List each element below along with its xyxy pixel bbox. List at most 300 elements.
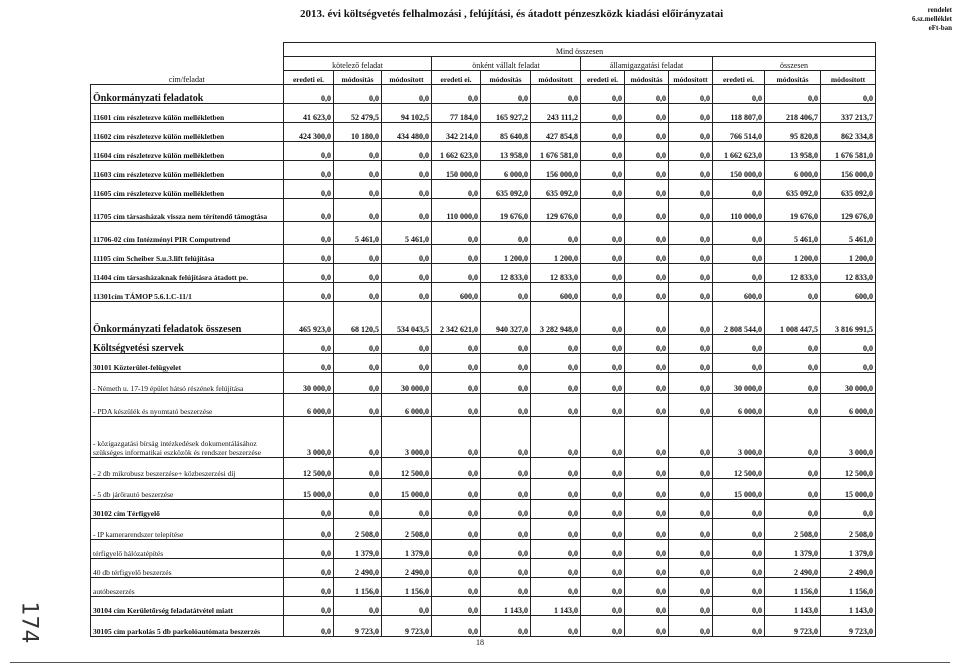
value-cell: 0,0: [669, 458, 713, 479]
value-cell: 13 958,0: [481, 142, 531, 161]
value-cell: 0,0: [432, 222, 481, 245]
value-cell: 600,0: [531, 283, 581, 302]
value-cell: 1 676 581,0: [531, 142, 581, 161]
value-cell: 0,0: [284, 597, 334, 616]
value-cell: 0,0: [581, 373, 625, 394]
value-cell: 2 342 621,0: [432, 302, 481, 335]
value-cell: 15 000,0: [382, 479, 432, 500]
value-cell: 1 143,0: [531, 597, 581, 616]
value-cell: 150 000,0: [713, 161, 765, 180]
value-cell: 0,0: [382, 354, 432, 373]
row-label: 11404 cím társasházaknak felújításra átadott pe.: [91, 264, 284, 283]
value-cell: 0,0: [334, 479, 382, 500]
value-cell: 0,0: [284, 161, 334, 180]
value-cell: 0,0: [821, 500, 876, 519]
value-cell: 0,0: [625, 519, 669, 540]
table-row: [91, 540, 876, 559]
value-cell: 0,0: [531, 578, 581, 597]
value-cell: 0,0: [581, 264, 625, 283]
value-cell: 0,0: [432, 417, 481, 458]
value-cell: 2 490,0: [334, 559, 382, 578]
value-cell: 0,0: [334, 417, 382, 458]
value-cell: 0,0: [625, 180, 669, 199]
value-cell: 0,0: [531, 559, 581, 578]
value-cell: 0,0: [284, 199, 334, 222]
value-cell: 0,0: [625, 335, 669, 354]
value-cell: 95 820,8: [765, 123, 821, 142]
value-cell: 0,0: [531, 540, 581, 559]
row-label: 11105 cím Scheiber S.u.3.lift felújítása: [91, 245, 284, 264]
value-cell: 0,0: [481, 616, 531, 637]
value-cell: 1 143,0: [765, 597, 821, 616]
table-row: [91, 479, 876, 500]
value-cell: 0,0: [713, 354, 765, 373]
value-cell: 0,0: [581, 597, 625, 616]
value-cell: 0,0: [334, 142, 382, 161]
value-cell: 0,0: [625, 222, 669, 245]
value-cell: 0,0: [531, 458, 581, 479]
value-cell: 1 200,0: [531, 245, 581, 264]
value-cell: 3 000,0: [821, 417, 876, 458]
value-cell: 1 143,0: [821, 597, 876, 616]
value-cell: 30 000,0: [713, 373, 765, 394]
table-row: [91, 104, 876, 123]
value-cell: 0,0: [625, 85, 669, 104]
value-cell: 0,0: [432, 264, 481, 283]
row-label: - közigazgatási bírság intézkedések dokumentálásához szükséges informatikai eszközök és rendszer beszerzése: [91, 417, 284, 458]
value-cell: 52 479,5: [334, 104, 382, 123]
group-header: kötelező feladat: [284, 57, 432, 71]
table-row: [91, 245, 876, 264]
value-cell: 5 461,0: [334, 222, 382, 245]
value-cell: 3 000,0: [382, 417, 432, 458]
value-cell: 0,0: [581, 222, 625, 245]
value-cell: 0,0: [765, 458, 821, 479]
value-cell: 30 000,0: [821, 373, 876, 394]
value-cell: 0,0: [581, 417, 625, 458]
row-label: 30104 cím Kerületőrség feladatátvétel miatt: [91, 597, 284, 616]
value-cell: 2 490,0: [821, 559, 876, 578]
group-header: államigazgatási feladat: [581, 57, 713, 71]
value-cell: 0,0: [481, 540, 531, 559]
value-cell: 0,0: [669, 394, 713, 417]
subcol-header: eredeti ei.: [581, 71, 625, 85]
value-cell: 0,0: [765, 335, 821, 354]
value-cell: 0,0: [669, 578, 713, 597]
table-row: [91, 335, 876, 354]
table-row: [91, 264, 876, 283]
subcol-header: módosított: [382, 71, 432, 85]
value-cell: 0,0: [382, 85, 432, 104]
value-cell: 0,0: [334, 245, 382, 264]
row-label: 11604 cím részletezve külön mellékletben: [91, 142, 284, 161]
value-cell: 0,0: [284, 578, 334, 597]
value-cell: 0,0: [334, 199, 382, 222]
value-cell: 0,0: [669, 540, 713, 559]
value-cell: 0,0: [669, 142, 713, 161]
row-label: Önkormányzati feladatok összesen: [91, 302, 284, 335]
value-cell: 0,0: [531, 85, 581, 104]
value-cell: 0,0: [581, 578, 625, 597]
mind-osszesen-header: Mind összesen: [284, 43, 876, 57]
subcol-header: eredeti ei.: [284, 71, 334, 85]
value-cell: 0,0: [581, 104, 625, 123]
value-cell: 150 000,0: [432, 161, 481, 180]
table-row: [91, 597, 876, 616]
value-cell: 635 092,0: [765, 180, 821, 199]
row-label: - Németh u. 17-19 épület hátsó részének felújítása: [91, 373, 284, 394]
value-cell: 0,0: [625, 394, 669, 417]
value-cell: 6 000,0: [713, 394, 765, 417]
value-cell: 12 833,0: [765, 264, 821, 283]
value-cell: 1 662 623,0: [713, 142, 765, 161]
value-cell: 0,0: [713, 500, 765, 519]
value-cell: 0,0: [382, 500, 432, 519]
value-cell: 2 490,0: [382, 559, 432, 578]
value-cell: 0,0: [284, 85, 334, 104]
row-label: 40 db térfigyelő beszerzés: [91, 559, 284, 578]
row-label: 11601 cím részletezve külön mellékletben: [91, 104, 284, 123]
value-cell: 0,0: [581, 123, 625, 142]
value-cell: 10 180,0: [334, 123, 382, 142]
value-cell: 0,0: [713, 222, 765, 245]
value-cell: 0,0: [669, 616, 713, 637]
group-header: összesen: [713, 57, 876, 71]
table-row: [91, 500, 876, 519]
value-cell: 0,0: [481, 417, 531, 458]
value-cell: 0,0: [581, 616, 625, 637]
value-cell: 600,0: [432, 283, 481, 302]
value-cell: 0,0: [625, 142, 669, 161]
value-cell: 0,0: [625, 104, 669, 123]
row-label: 11602 cím részletezve külön mellékletben: [91, 123, 284, 142]
table-row: [91, 85, 876, 104]
value-cell: 0,0: [382, 245, 432, 264]
value-cell: 0,0: [625, 597, 669, 616]
value-cell: 13 958,0: [765, 142, 821, 161]
value-cell: 0,0: [481, 519, 531, 540]
row-header-cell: cím/feladat: [91, 43, 284, 85]
value-cell: 3 816 991,5: [821, 302, 876, 335]
value-cell: 0,0: [669, 245, 713, 264]
value-cell: 0,0: [531, 222, 581, 245]
value-cell: 2 508,0: [334, 519, 382, 540]
value-cell: 85 640,8: [481, 123, 531, 142]
value-cell: 0,0: [669, 283, 713, 302]
value-cell: 0,0: [713, 264, 765, 283]
value-cell: 0,0: [432, 354, 481, 373]
value-cell: 862 334,8: [821, 123, 876, 142]
value-cell: 0,0: [581, 302, 625, 335]
row-label: 30105 cím parkolás 5 db parkolóautómata beszerzés: [91, 616, 284, 637]
value-cell: 0,0: [382, 142, 432, 161]
value-cell: 0,0: [625, 264, 669, 283]
value-cell: 0,0: [821, 354, 876, 373]
value-cell: 0,0: [334, 354, 382, 373]
value-cell: 12 500,0: [382, 458, 432, 479]
subcol-header: módosított: [531, 71, 581, 85]
value-cell: 0,0: [821, 335, 876, 354]
value-cell: 0,0: [581, 335, 625, 354]
value-cell: 0,0: [382, 264, 432, 283]
value-cell: 0,0: [625, 458, 669, 479]
value-cell: 0,0: [625, 354, 669, 373]
value-cell: 0,0: [669, 597, 713, 616]
value-cell: 6 000,0: [765, 161, 821, 180]
subcol-header: eredeti ei.: [713, 71, 765, 85]
value-cell: 465 923,0: [284, 302, 334, 335]
row-label: 11603 cím részletezve külön mellékletben: [91, 161, 284, 180]
value-cell: 0,0: [713, 578, 765, 597]
value-cell: 0,0: [581, 354, 625, 373]
value-cell: 0,0: [669, 123, 713, 142]
value-cell: 3 000,0: [713, 417, 765, 458]
value-cell: 0,0: [669, 161, 713, 180]
value-cell: 0,0: [284, 222, 334, 245]
value-cell: 1 379,0: [821, 540, 876, 559]
value-cell: 0,0: [581, 142, 625, 161]
value-cell: 0,0: [334, 500, 382, 519]
corner-line: rendelet: [927, 6, 952, 14]
value-cell: 424 300,0: [284, 123, 334, 142]
value-cell: 0,0: [334, 283, 382, 302]
value-cell: 0,0: [713, 616, 765, 637]
value-cell: 243 111,2: [531, 104, 581, 123]
value-cell: 0,0: [334, 335, 382, 354]
value-cell: 0,0: [481, 500, 531, 519]
value-cell: 0,0: [284, 245, 334, 264]
value-cell: 635 092,0: [821, 180, 876, 199]
value-cell: 0,0: [531, 417, 581, 458]
value-cell: 0,0: [765, 85, 821, 104]
document-title: 2013. évi költségvetés felhalmozási , felújítási, és átadott pénzeszközk kiadási előirányzatai: [300, 8, 724, 20]
value-cell: 30 000,0: [382, 373, 432, 394]
table-row: [91, 161, 876, 180]
subcol-header: módosítás: [481, 71, 531, 85]
table-row: [91, 559, 876, 578]
row-label: Költségvetési szervek: [91, 335, 284, 354]
value-cell: 0,0: [625, 199, 669, 222]
table-row: [91, 222, 876, 245]
value-cell: 30 000,0: [284, 373, 334, 394]
value-cell: 0,0: [432, 85, 481, 104]
value-cell: 0,0: [669, 85, 713, 104]
value-cell: 0,0: [765, 479, 821, 500]
table-row: [91, 458, 876, 479]
value-cell: 0,0: [713, 597, 765, 616]
value-cell: 635 092,0: [531, 180, 581, 199]
value-cell: 0,0: [432, 500, 481, 519]
value-cell: 0,0: [481, 335, 531, 354]
value-cell: 0,0: [581, 245, 625, 264]
value-cell: 0,0: [432, 394, 481, 417]
value-cell: 0,0: [432, 245, 481, 264]
value-cell: 0,0: [581, 519, 625, 540]
value-cell: 3 000,0: [284, 417, 334, 458]
subcol-header: módosítás: [625, 71, 669, 85]
value-cell: 1 143,0: [481, 597, 531, 616]
value-cell: 0,0: [713, 559, 765, 578]
row-label: 11706-02 cím Intézményi PIR Computrend: [91, 222, 284, 245]
value-cell: 0,0: [669, 222, 713, 245]
table-body: [91, 85, 876, 637]
value-cell: 6 000,0: [382, 394, 432, 417]
value-cell: 41 623,0: [284, 104, 334, 123]
value-cell: 0,0: [625, 500, 669, 519]
value-cell: 19 676,0: [765, 199, 821, 222]
value-cell: 129 676,0: [531, 199, 581, 222]
row-label: - PDA készülék és nyomtató beszerzése: [91, 394, 284, 417]
value-cell: 635 092,0: [481, 180, 531, 199]
value-cell: 5 461,0: [765, 222, 821, 245]
value-cell: 0,0: [765, 283, 821, 302]
value-cell: 434 480,0: [382, 123, 432, 142]
table-row: [91, 373, 876, 394]
value-cell: 12 500,0: [713, 458, 765, 479]
page-number: 18: [476, 638, 484, 647]
value-cell: 0,0: [669, 559, 713, 578]
value-cell: 0,0: [669, 354, 713, 373]
value-cell: 0,0: [669, 373, 713, 394]
value-cell: 0,0: [531, 335, 581, 354]
value-cell: 0,0: [334, 85, 382, 104]
subcol-header: eredeti ei.: [432, 71, 481, 85]
subcol-header: módosítás: [765, 71, 821, 85]
value-cell: 0,0: [625, 559, 669, 578]
value-cell: 0,0: [432, 616, 481, 637]
value-cell: 0,0: [581, 180, 625, 199]
value-cell: 0,0: [765, 394, 821, 417]
value-cell: 0,0: [713, 180, 765, 199]
value-cell: 19 676,0: [481, 199, 531, 222]
value-cell: 0,0: [284, 142, 334, 161]
table-row: [91, 199, 876, 222]
value-cell: 0,0: [581, 500, 625, 519]
subcol-header: módosított: [821, 71, 876, 85]
value-cell: 0,0: [382, 180, 432, 199]
value-cell: 9 723,0: [765, 616, 821, 637]
value-cell: 0,0: [481, 354, 531, 373]
value-cell: 534 043,5: [382, 302, 432, 335]
table-row: [91, 417, 876, 458]
value-cell: 0,0: [382, 597, 432, 616]
value-cell: 0,0: [481, 85, 531, 104]
row-label: 30101 Közterület-felügyelet: [91, 354, 284, 373]
table-row: [91, 283, 876, 302]
value-cell: 129 676,0: [821, 199, 876, 222]
value-cell: 600,0: [821, 283, 876, 302]
value-cell: 9 723,0: [821, 616, 876, 637]
table-row: [91, 616, 876, 637]
value-cell: 0,0: [481, 559, 531, 578]
corner-line: 6.sz.melléklet: [911, 15, 952, 23]
table-row: [91, 142, 876, 161]
value-cell: 15 000,0: [284, 479, 334, 500]
budget-table: [90, 42, 876, 637]
value-cell: 2 508,0: [382, 519, 432, 540]
value-cell: 0,0: [334, 180, 382, 199]
value-cell: 0,0: [284, 540, 334, 559]
value-cell: 1 379,0: [765, 540, 821, 559]
value-cell: 0,0: [765, 417, 821, 458]
value-cell: 165 927,2: [481, 104, 531, 123]
handwritten-page-mark: 174: [16, 601, 42, 644]
value-cell: 0,0: [581, 161, 625, 180]
value-cell: 12 833,0: [821, 264, 876, 283]
value-cell: 156 000,0: [531, 161, 581, 180]
value-cell: 68 120,5: [334, 302, 382, 335]
value-cell: 9 723,0: [382, 616, 432, 637]
value-cell: 0,0: [581, 559, 625, 578]
value-cell: 1 662 623,0: [432, 142, 481, 161]
value-cell: 12 500,0: [284, 458, 334, 479]
value-cell: 0,0: [432, 335, 481, 354]
row-label: - 2 db mikrobusz beszerzése+ közbeszerzési díj: [91, 458, 284, 479]
value-cell: 110 000,0: [713, 199, 765, 222]
value-cell: 940 327,0: [481, 302, 531, 335]
value-cell: 12 500,0: [821, 458, 876, 479]
value-cell: 0,0: [531, 373, 581, 394]
value-cell: 0,0: [334, 373, 382, 394]
value-cell: 1 200,0: [481, 245, 531, 264]
value-cell: 0,0: [669, 302, 713, 335]
value-cell: 0,0: [531, 394, 581, 417]
row-label: - 5 db járőrautó beszerzése: [91, 479, 284, 500]
row-label: 11705 cím társasházak vissza nem térítendő támogtása: [91, 199, 284, 222]
value-cell: 0,0: [625, 417, 669, 458]
value-cell: 0,0: [713, 245, 765, 264]
value-cell: 0,0: [669, 479, 713, 500]
value-cell: 0,0: [531, 616, 581, 637]
value-cell: 0,0: [334, 161, 382, 180]
value-cell: 0,0: [531, 354, 581, 373]
corner-line: eFt-ban: [928, 24, 952, 32]
value-cell: 156 000,0: [821, 161, 876, 180]
value-cell: 0,0: [334, 597, 382, 616]
value-cell: 6 000,0: [481, 161, 531, 180]
value-cell: 600,0: [713, 283, 765, 302]
value-cell: 5 461,0: [382, 222, 432, 245]
value-cell: 0,0: [625, 616, 669, 637]
table-row: [91, 354, 876, 373]
value-cell: 1 156,0: [765, 578, 821, 597]
value-cell: 0,0: [382, 199, 432, 222]
value-cell: 0,0: [581, 85, 625, 104]
value-cell: 2 508,0: [765, 519, 821, 540]
value-cell: 6 000,0: [284, 394, 334, 417]
row-label: 30102 cím Térfigyelő: [91, 500, 284, 519]
value-cell: 0,0: [481, 373, 531, 394]
corner-note: [912, 6, 952, 33]
value-cell: 0,0: [284, 500, 334, 519]
value-cell: 2 508,0: [821, 519, 876, 540]
value-cell: 0,0: [669, 335, 713, 354]
value-cell: 1 379,0: [334, 540, 382, 559]
value-cell: 0,0: [821, 85, 876, 104]
table-row: [91, 578, 876, 597]
value-cell: 3 282 948,0: [531, 302, 581, 335]
table-row: [91, 519, 876, 540]
value-cell: 1 379,0: [382, 540, 432, 559]
value-cell: 0,0: [669, 417, 713, 458]
value-cell: 0,0: [625, 479, 669, 500]
value-cell: 218 406,7: [765, 104, 821, 123]
value-cell: 0,0: [669, 180, 713, 199]
value-cell: 0,0: [581, 479, 625, 500]
value-cell: 5 461,0: [821, 222, 876, 245]
value-cell: 0,0: [432, 540, 481, 559]
row-label: 11301cím TÁMOP 5.6.1.C-11/1: [91, 283, 284, 302]
